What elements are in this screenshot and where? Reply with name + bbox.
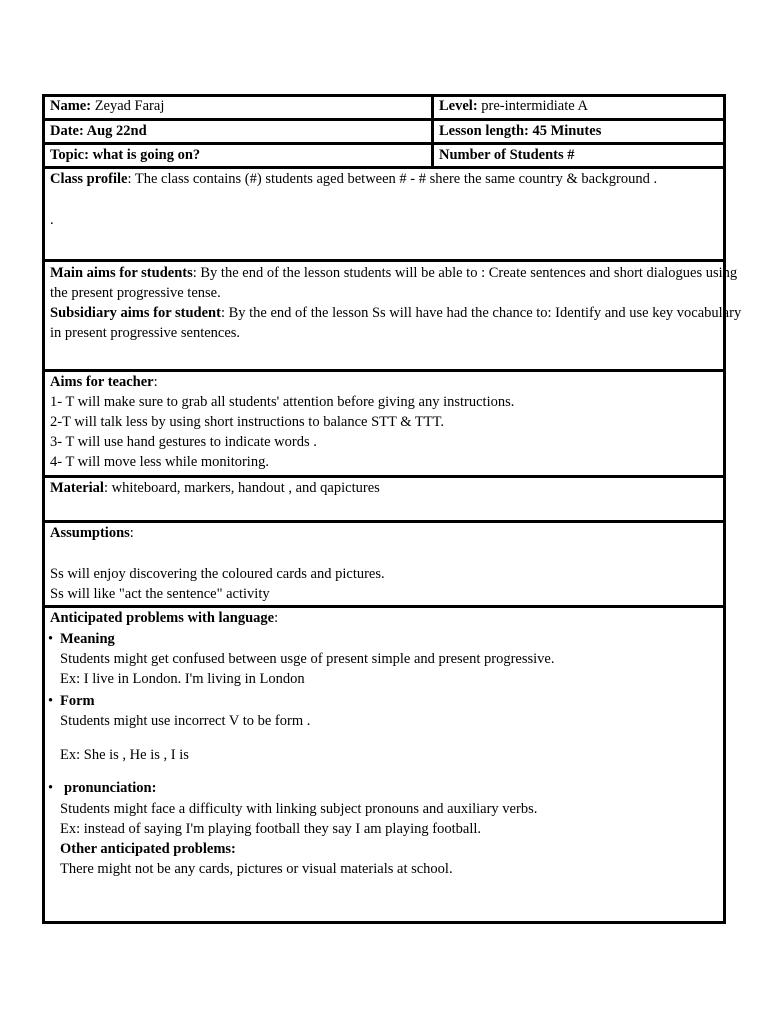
date-text: Date: Aug 22nd [50,123,147,139]
teacher-aims-label: Aims for teacher [50,374,154,390]
teacher-aims-section [50,372,514,472]
material-label: Material [50,480,104,496]
subsidiary-aims-text-1: : By the end of the lesson Ss will have had the chance to: Identify and use key vocabulary [220,305,742,321]
teacher-aim-item: 2-T will talk less by using short instructions to balance STT & TTT. [50,414,445,430]
subsidiary-aims-text-2: in present progressive sentences. [50,325,241,341]
topic-text: Topic: what is going on? [50,147,201,163]
name-field [50,96,164,116]
meaning-bullet: • [48,631,54,647]
assumption-item: Ss will like "act the sentence" activity [50,586,270,602]
level-label: Level: [439,98,478,114]
form-text: Students might use incorrect V to be form . [60,713,311,729]
problems-heading [50,608,278,628]
assumptions-section [50,523,134,543]
class-profile-extra: . [50,212,54,228]
students-text: Number of Students # [439,147,575,163]
row-divider [45,259,723,262]
class-profile-section [50,169,657,189]
aims-section [50,263,741,343]
main-aims-label: Main aims for students [50,265,193,281]
main-aims-text-1: : By the end of the lesson students will be able to : Create sentences and short dialogues using [192,265,738,281]
meaning-example: Ex: I live in London. I'm living in London [60,671,305,687]
teacher-aim-item: 4- T will move less while monitoring. [50,454,269,470]
level-field [439,96,588,116]
students-field [439,145,574,165]
assumptions-list [50,564,385,604]
main-aims-text-2: the present progressive tense. [50,285,221,301]
assumptions-colon: : [129,525,134,541]
topic-field [50,145,200,165]
form-block [60,691,310,731]
problems-label: Anticipated problems with language [50,610,275,626]
material-section [50,478,380,498]
lesson-length-text: Lesson length: 45 Minutes [439,123,602,139]
class-profile-label: Class profile [50,171,128,187]
form-label: Form [60,693,95,709]
teacher-aim-item: 1- T will make sure to grab all students' attention before giving any instructions. [50,394,515,410]
date-field [50,121,147,141]
pronunciation-text: Students might face a difficulty with linking subject pronouns and auxiliary verbs. [60,801,538,817]
assumption-item: Ss will enjoy discovering the coloured cards and pictures. [50,566,385,582]
other-problems-label: Other anticipated problems: [60,841,236,857]
meaning-label: Meaning [60,631,115,647]
meaning-block [60,629,555,689]
class-profile-text: : The class contains (#) students aged between # - # shere the same country & background . [127,171,658,187]
name-value: Zeyad Faraj [91,98,165,114]
material-text: : whiteboard, markers, handout , and qapictures [103,480,380,496]
pronunciation-example: Ex: instead of saying I'm playing football they say I am playing football. [60,821,482,837]
row-divider [45,520,723,523]
problems-colon: : [274,610,279,626]
pronunciation-bullet: • [48,780,54,796]
assumptions-label: Assumptions [50,525,130,541]
pronunciation-block [60,799,537,879]
meaning-text: Students might get confused between usge of present simple and present progressive. [60,651,555,667]
pronunciation-label: pronunciation: [64,780,157,796]
form-bullet: • [48,693,54,709]
lesson-length-field [439,121,601,141]
other-problems-text: There might not be any cards, pictures or visual materials at school. [60,861,453,877]
form-example: Ex: She is , He is , I is [60,747,189,763]
column-divider [431,97,434,169]
teacher-aims-colon: : [153,374,158,390]
pronunciation-label-wrap [64,778,156,798]
level-value: pre-intermidiate A [477,98,588,114]
name-label: Name: [50,98,92,114]
teacher-aim-item: 3- T will use hand gestures to indicate words . [50,434,317,450]
row-divider [45,118,723,121]
subsidiary-aims-label: Subsidiary aims for student [50,305,221,321]
